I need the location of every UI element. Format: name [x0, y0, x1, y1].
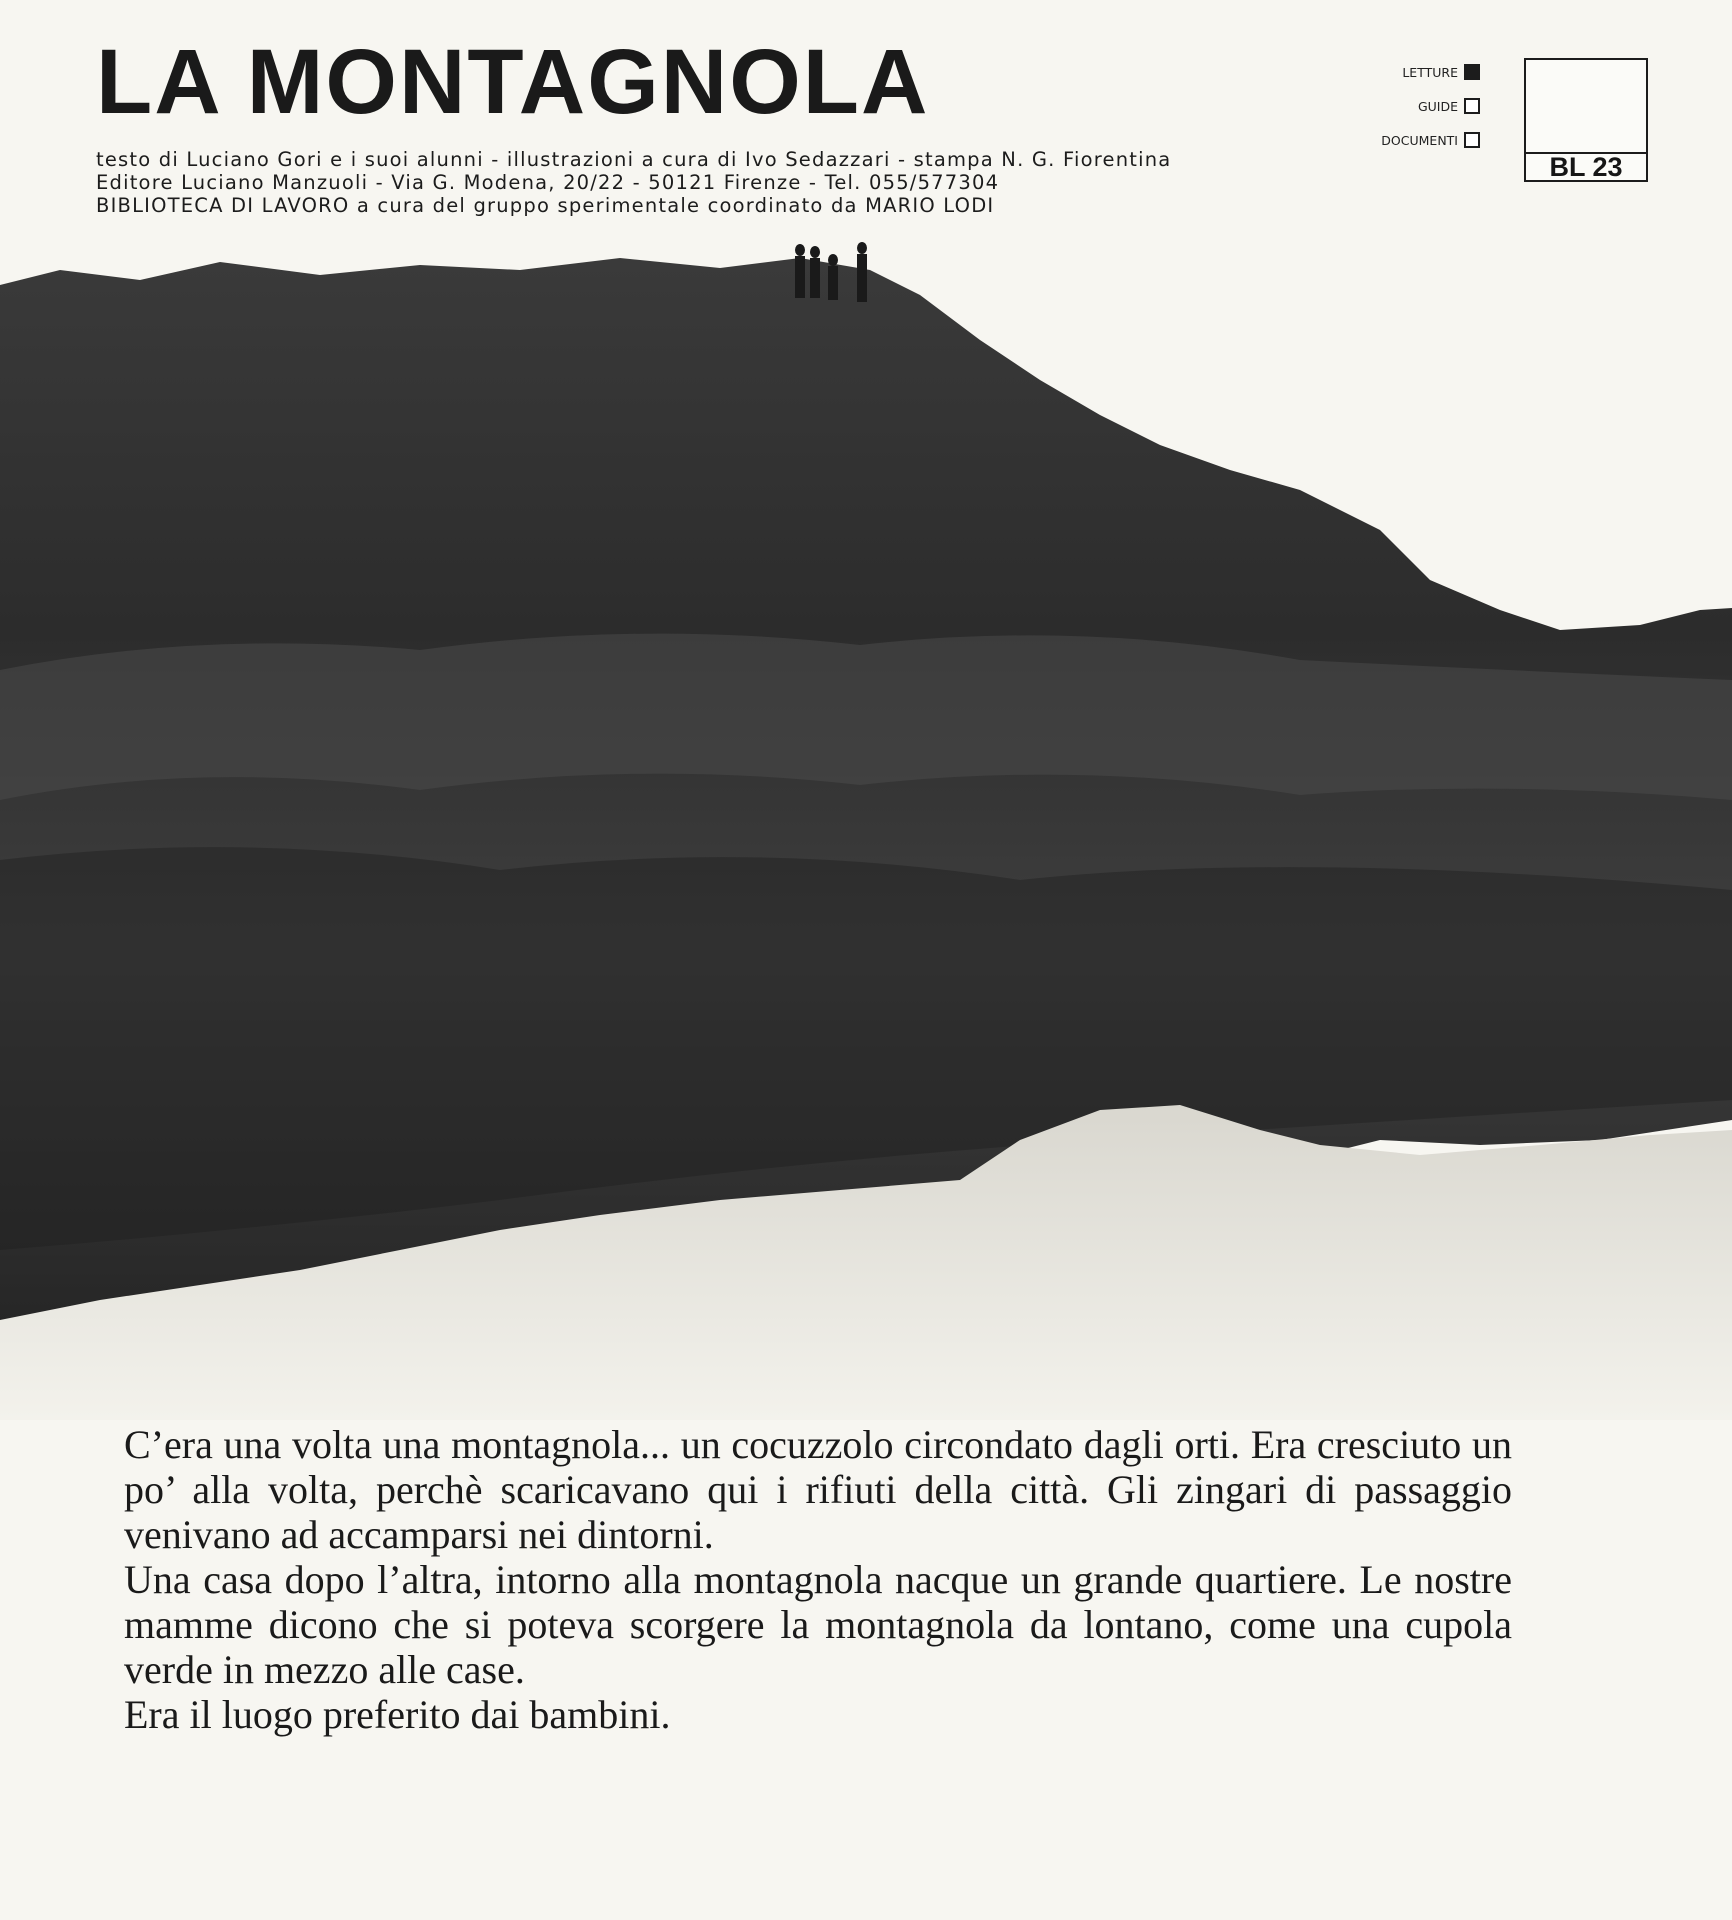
page-title: LA MONTAGNOLA	[96, 31, 930, 133]
category-documenti	[1381, 130, 1480, 150]
category-letture	[1402, 62, 1480, 82]
credits-block	[96, 148, 1171, 217]
body-text	[124, 1422, 1512, 1737]
category-label: GUIDE	[1417, 98, 1458, 114]
credits-line-publisher: Editore Luciano Manzuoli - Via G. Modena, 20/22 - 50121 Firenze - Tel. 055/577304	[96, 171, 1000, 194]
paragraph: C’era una volta una montagnola... un cocuzzolo circondato dagli orti. Era cresciuto un po’ alla volta, perchè scaricavano qui i rifiuti della città. Gli zingari di passaggio venivano ad accamparsi nei dintorni.	[124, 1422, 1512, 1557]
paragraph: Era il luogo preferito dai bambini.	[124, 1692, 671, 1737]
series-number-frame	[1524, 58, 1648, 182]
credits-line-authors: testo di Luciano Gori e i suoi alunni - illustrazioni a cura di Ivo Sedazzari - stampa N. G. Fiorentina	[96, 148, 1172, 171]
paragraph: Una casa dopo l’altra, intorno alla montagnola nacque un grande quartiere. Le nostre mamme dicono che si poteva scorgere la montagnola da lontano, come una cupola verde in mezzo alle case.	[124, 1557, 1512, 1692]
series-code: BL 23	[1524, 152, 1648, 182]
checkbox-empty-icon	[1464, 132, 1480, 148]
checkbox-checked-icon	[1464, 64, 1480, 80]
credits-line-series: BIBLIOTECA DI LAVORO a cura del gruppo sperimentale coordinato da MARIO LODI	[96, 194, 995, 217]
category-label: LETTURE	[1402, 64, 1458, 80]
category-label: DOCUMENTI	[1381, 132, 1458, 148]
series-box	[1381, 56, 1648, 184]
checkbox-empty-icon	[1464, 98, 1480, 114]
category-guide	[1418, 96, 1480, 116]
hill-photo	[0, 240, 1732, 1420]
